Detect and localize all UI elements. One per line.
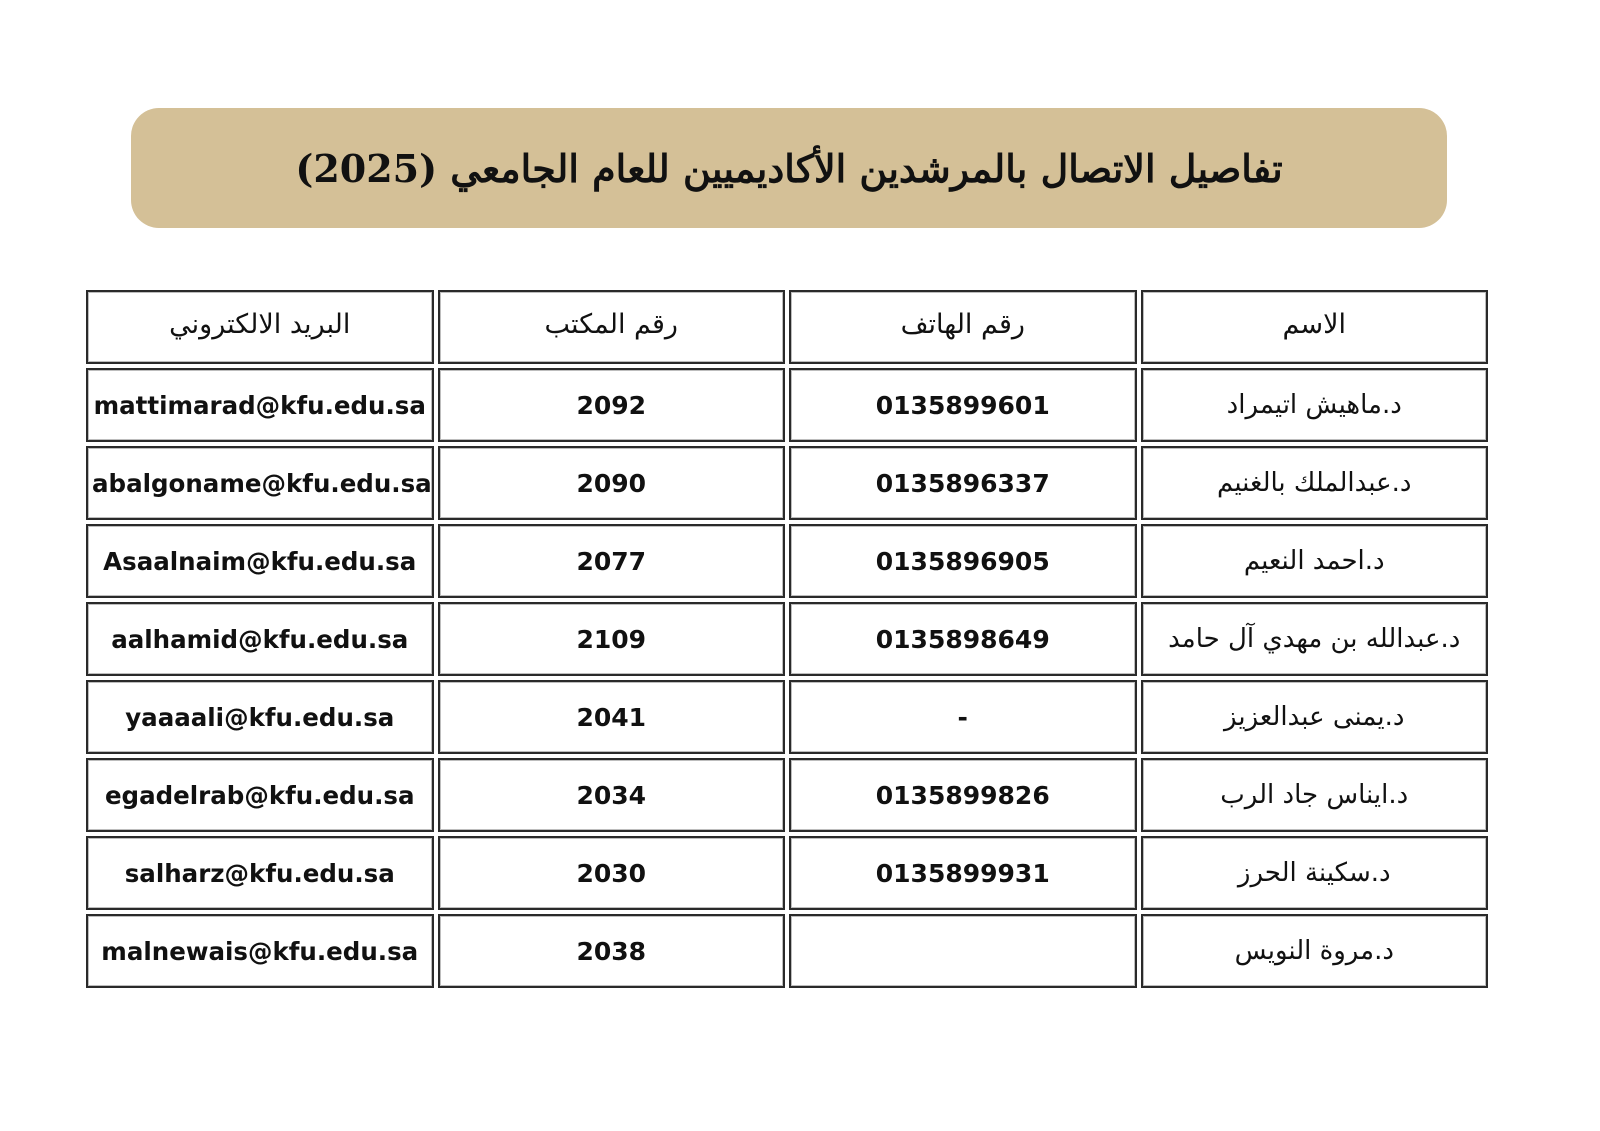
table-row <box>86 368 1488 442</box>
advisor-email: egadelrab@kfu.edu.sa <box>86 758 434 832</box>
advisor-name: د.ايناس جاد الرب <box>1141 758 1489 832</box>
advisor-office: 2034 <box>438 758 786 832</box>
advisors-table-container <box>86 290 1488 988</box>
table-row <box>86 758 1488 832</box>
advisor-phone: - <box>789 680 1137 754</box>
advisor-name: د.عبدالملك بالغنيم <box>1141 446 1489 520</box>
advisor-office: 2038 <box>438 914 786 988</box>
advisor-name: د.عبدالله بن مهدي آل حامد <box>1141 602 1489 676</box>
table-header-row <box>86 290 1488 364</box>
advisor-name: د.سكينة الحرز <box>1141 836 1489 910</box>
advisor-email: mattimarad@kfu.edu.sa <box>86 368 434 442</box>
advisor-phone: 0135896905 <box>789 524 1137 598</box>
title-banner <box>131 108 1447 228</box>
advisor-office: 2090 <box>438 446 786 520</box>
page-title: تفاصيل الاتصال بالمرشدين الأكاديميين للعام الجامعي (2025) <box>295 145 1283 191</box>
advisor-email: abalgoname@kfu.edu.sa <box>86 446 434 520</box>
advisor-email: Asaalnaim@kfu.edu.sa <box>86 524 434 598</box>
advisor-name: د.احمد النعيم <box>1141 524 1489 598</box>
advisor-name: د.مروة النويس <box>1141 914 1489 988</box>
advisors-contact-table <box>82 286 1492 992</box>
table-row <box>86 914 1488 988</box>
advisor-office: 2109 <box>438 602 786 676</box>
advisor-email: aalhamid@kfu.edu.sa <box>86 602 434 676</box>
advisor-email: malnewais@kfu.edu.sa <box>86 914 434 988</box>
advisor-phone: 0135899601 <box>789 368 1137 442</box>
advisor-name: د.يمنى عبدالعزيز <box>1141 680 1489 754</box>
advisor-phone: 0135896337 <box>789 446 1137 520</box>
advisor-office: 2092 <box>438 368 786 442</box>
advisor-phone: 0135898649 <box>789 602 1137 676</box>
table-row <box>86 602 1488 676</box>
advisor-name: د.ماهيش اتيمراد <box>1141 368 1489 442</box>
advisor-email: yaaaali@kfu.edu.sa <box>86 680 434 754</box>
advisor-office: 2030 <box>438 836 786 910</box>
advisor-phone <box>789 914 1137 988</box>
header-name: الاسم <box>1141 290 1489 364</box>
header-office: رقم المكتب <box>438 290 786 364</box>
table-row <box>86 446 1488 520</box>
advisor-phone: 0135899931 <box>789 836 1137 910</box>
header-email: البريد الالكتروني <box>86 290 434 364</box>
advisor-phone: 0135899826 <box>789 758 1137 832</box>
table-row <box>86 524 1488 598</box>
advisor-office: 2041 <box>438 680 786 754</box>
table-row <box>86 836 1488 910</box>
advisor-office: 2077 <box>438 524 786 598</box>
advisor-email: salharz@kfu.edu.sa <box>86 836 434 910</box>
header-phone: رقم الهاتف <box>789 290 1137 364</box>
table-row <box>86 680 1488 754</box>
